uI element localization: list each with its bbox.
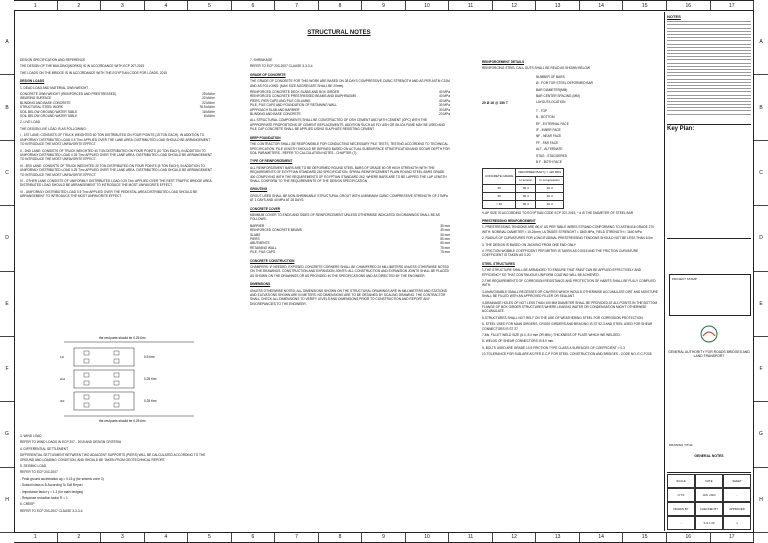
concrete-cover-list [250, 224, 450, 255]
callout-label: BAR DIAMETER(MM) [536, 87, 568, 92]
key-plan [667, 126, 751, 239]
authority-name: GENERAL AUTHORITY FOR ROADS BRIDGES AND LAND TRANSPORT [668, 350, 750, 358]
concrete-grade-heading: GRADE OF CONCRETE [250, 72, 286, 77]
layout-code: ALT - ALTERNATE [536, 147, 563, 152]
design-basis-heading: DESIGN SPECIFICATION AND REFERENCE [20, 58, 86, 62]
live-load-intro: THE DESIGN LIVE LOAD IS AS FOLLOWING: [20, 126, 87, 131]
construction-text: CHAMFERS: IF NEEDED, EXPOSED CONCRETE CORNERS SHALL BE CHAMFERED 20 MILLIMETERS UNLESS OTHERWISE NOTED ON THE DRAWINGS. CONSTRUCTION AND EXPANSION JOINTS: ALL CONSTRUCTION AND EXPANSION JOINTS SHALL BE PLACED AS SHOWN ON THE DRAWINGS OR AS PROVIDED IN THE SPECIFICATIONS AND AS DIRECTED BY THE ENGINEER. [250, 265, 449, 278]
title-block-cell: S.N.1.00 [695, 516, 723, 530]
note-line [667, 50, 751, 51]
prestressing-list [482, 225, 658, 257]
column-number: 5 [188, 1, 232, 11]
live-load-list [20, 133, 215, 198]
table-cell: 60 d [516, 184, 536, 192]
concrete-grade-row-label: REINFORCED CONCRETE PRESTRESSED BEAMS AND DIAPHRAGMS [250, 94, 357, 99]
table-cell: 40 d [536, 200, 564, 208]
steel-structures-item: 4-DRAINAGE HOLES OF NOT LESS THAN 100 MM DIAMETER SHALL BE PROVIDED AT ALL POINTS IN THE BOTTOM FLANGE OF BOX GIRDER STRUCTURES WHERE LEAKING WATER OR CONDENSATION MIGHT OTHERWISE ACCUMULATE. [482, 300, 658, 314]
concrete-cover-text: MINIMUM COVER TO ENDS AND SIDES OF REINFORCEMENT UNLESS OTHERWISE INDICATED ON DRAWINGS SHALL BE AS FOLLOWS: [250, 212, 440, 222]
note-line [667, 91, 751, 92]
concrete-cover-row-value: 30 mm [440, 228, 450, 233]
callout-code-box [482, 73, 532, 107]
shrinkage-text: REFER TO ECP 203-2007 CLAUSE 3-3-3-4 [250, 64, 313, 69]
column-number: 8 [319, 532, 363, 542]
seismic-heading: 5. SEISMIC LOAD [20, 464, 47, 469]
lap-note: *LAP SIZE IS ACCORDING TO EGYPTIAN CODE ECP 207-2015, * d IS THE DIAMETER OF STEEL BAR [482, 210, 634, 215]
note-line [667, 110, 751, 111]
title-block-grid [667, 474, 751, 530]
callout-label: BAR CENTER SPACING (MM) [536, 94, 580, 99]
seismic-list [20, 477, 215, 501]
seismic-item: - Peak ground acceleration ag = 0.15 g (for seismic zone 3) [20, 476, 104, 481]
row-letter: G [754, 402, 768, 467]
title-block-cell: JAN. 2023 [695, 488, 723, 502]
table-cell: 40 d [536, 192, 564, 200]
creep-heading: 6. CREEP [20, 502, 35, 507]
concrete-grade-row-value: 40 MPa [439, 90, 450, 95]
table-header-cell: CONCRETE GRADE [483, 168, 516, 184]
layout-code: EF - EXTERNAL FACE [536, 121, 569, 126]
wheel-load-point [84, 395, 89, 399]
prestressing-item: 2. RADIUS OF CURVATURES FOR LONGITUDINAL PRESTRESSING TENDONS SHOULD NOT BE LESS THAN 6.0m [482, 236, 653, 241]
note-line [667, 104, 751, 105]
stamp-label: PROJECT STAMP [672, 277, 697, 281]
concrete-grade-row-value: 40 MPa [439, 94, 450, 99]
note-line [667, 28, 751, 29]
lane-load-value: 0.25 t/m² [144, 399, 157, 403]
column-number: 4 [145, 1, 189, 11]
sheet-title: STRUCTURAL NOTES [307, 30, 371, 36]
concrete-cover-row-value: 75 mm [440, 245, 450, 250]
wheel-load-point [84, 403, 89, 407]
dead-load-row-label: SOIL BELOW GROUND WATER TABLE [20, 109, 78, 114]
title-block-cell: 1 [723, 516, 751, 530]
column-grid-bottom [14, 532, 754, 543]
concrete-grade-text: THE GRADE OF CONCRETE FOR THIS WORK ARE BASED ON 28 DAYS COMPRESSIVE CUBIC STRENGTH AND AS PER ASTM C31M AND AS FOLLOWS: (MAX SIZE AGGREGATE SHALL BE 20mm) [250, 79, 450, 88]
lane-load-value: 0.5 t/m² [144, 355, 155, 359]
concrete-grade-row-label: PILE, PILE CAPS AND FOUNDATION OF RETAINING WALL [250, 103, 338, 108]
dead-load-row-label: STRUCTURAL STEEL WORK [20, 105, 63, 110]
column-number: 12 [493, 1, 537, 11]
row-letter: A [0, 10, 14, 75]
column-number: 10 [406, 1, 450, 11]
title-block-cell: - [723, 488, 751, 502]
row-letter: H [0, 468, 14, 533]
shrinkage-heading: 7. SHRINKAGE [250, 58, 273, 62]
column-number: 15 [623, 532, 667, 542]
title-block [664, 12, 753, 531]
column-number: 14 [580, 532, 624, 542]
column-number: 6 [232, 532, 276, 542]
steel-structures-item: 3-UNAVOIDABLE SMALL RECESSES OR CAVITIES WHICH WOULD OTHERWISE ACCUMULATE DIRT AND MOISTURE SHALL BE FILLED WITH AN APPROVED FILLER OR SEALANT. [482, 289, 658, 299]
column-number: 6 [232, 1, 276, 11]
table-cell: > 40 [483, 200, 516, 208]
table-cell: 40 d [536, 184, 564, 192]
dead-load-row-label: SOIL BELOW GROUND WATER TABLE [20, 114, 78, 119]
lane-box [74, 392, 134, 410]
column-number: 3 [101, 532, 145, 542]
row-letter: C [754, 141, 768, 206]
lane-box [74, 348, 134, 366]
column-number: 8 [319, 1, 363, 11]
steel-structures-item: 1-THE STRUCTURE SHALL BE ARRANGED TO ENSURE THAT PAINT CAN BE APPLIED EFFECTIVELY AND EFFICIENCY SO THAT CONTINUOUS UNIFORM COATING WILL BE ACHIEVED. [482, 268, 642, 277]
steel-structures-item: 10-TOLERANCE FOR SUB-ARE AS PER E.C.P FOR STEEL CONSTRUCTION AND BRIDGES - CODE NO. E.C.P.205 [482, 352, 652, 357]
dead-load-row-value: 8 kN/m³ [203, 114, 215, 119]
dead-load-row-value: 18 kN/m³ [202, 109, 215, 114]
column-number: 1 [14, 1, 58, 11]
table-header-cell: In compression [536, 176, 564, 184]
concrete-grade-row-value: 30 MPa [439, 103, 450, 108]
note-line [667, 34, 751, 35]
drawing-title: GENERAL NOTES [694, 454, 724, 458]
note-line [667, 66, 751, 67]
key-plan-label: Key Plan: [667, 126, 695, 132]
column-number: 7 [275, 532, 319, 542]
grouting-text: GROUT USED SHALL BE NON-SHRINKABLE STRUCTURAL GROUT WITH A MINIMUM CUBIC COMPRESSIVE STRENGTH OF 27MPa AT 1 DAYS AND 40 MPa AT 28 DAYS. [250, 193, 448, 203]
callout-label: NUMBER OF BARS [536, 74, 565, 79]
dead-load-row-value: 78.5 kN/m³ [199, 105, 215, 110]
live-load-item: III - 3RD LANE: CONSISTS OF TRUCK WEIGHTED 20 TON DISTRIBUTED ON FOUR POINTS (5 TON EACH). IN ADDITION TO UNIFORMLY DISTRIBUTED LOAD 0.25 T/m² APPLIED OVER THE LANE AREA. DISTRIBUTED LOAD SHOULD BE ARRANGEMENT TO INTRODUCE THE MOST UNFAVORITE EFFECT. [20, 163, 212, 177]
wheel-load-point [114, 403, 119, 407]
row-letter: B [0, 75, 14, 140]
drawing-title-box [667, 442, 751, 473]
note-line [667, 82, 751, 83]
title-block-cell: DRAWN BY [667, 502, 695, 516]
concrete-cover-row-label: ABUTMENTS [250, 241, 270, 246]
note-line [667, 72, 751, 73]
note-line [667, 101, 751, 102]
steel-structures-item: 2-THE REQUIREMENTS OF CORROSION RESISTANCE AND PROTECTION OF HABITS SHALL BE FULLY COMPLIED WITH. [482, 278, 656, 288]
lane-load-value: 0.25 t/m² [144, 377, 157, 381]
lap-length-table [482, 168, 564, 209]
note-line [667, 63, 751, 64]
lane-label: 1st [60, 355, 65, 359]
column-number: 15 [623, 1, 667, 11]
note-line [667, 59, 751, 60]
table-cell: 60 d [516, 200, 536, 208]
table-cell: 60 d [516, 192, 536, 200]
concrete-cover-row-label: REINFORCED CONCRETE BEAMS [250, 228, 302, 233]
wind-load-text: REFER TO WIND LOADS IN ECP 207 - 2015 AND DESIGN CRITERIA [20, 440, 121, 445]
lane-load-sketch [54, 334, 204, 424]
sketch-top-label: the rest parts should be 0.25 t/m² [99, 336, 146, 340]
wheel-load-point [114, 381, 119, 385]
dimensions-text: UNLESS OTHERWISE NOTED, ALL DIMENSIONS SHOWN ON THE STRUCTURAL DRAWINGS ARE IN MILLIMETERS AND STATIONS AND ELEVATIONS SHOWN ARE IN METERS. NO DIMENSIONS ARE TO BE OBTAINED BY SCALING DRAWING. THE CONTRACTOR SHALL CHECK ALL DIMENSIONS TO VERIFY LEVELS AND DIMENSIONS PRIOR TO CONSTRUCTION AND REPORT ANY DISCREPANCIES TO THE ENGINEER. [250, 288, 447, 306]
title-block-cell: DATE [695, 474, 723, 488]
table-cell: 25 [483, 184, 516, 192]
note-line [667, 37, 751, 38]
concrete-cover-row-value: 50 mm [440, 237, 450, 241]
live-load-item: IV - OTHER LANE CONSISTS OF UNIFORMLY DISTRIBUTED LOAD 0.25 T/m² APPLIED OVER THE REST TRAFFIC BRIDGE AREA. DISTRIBUTED LOAD SHOULD BE ARRANGEMENT TO INTRODUCE THE MOST UNFAVORITE EFFECT. [20, 178, 213, 188]
prestressing-item: 1. PRESTRESSING TENDONS ARE Ø0.6" AS PER TABLE WIRES STRAND CONFORMING TO ASTM/416 GRADE 270 WITH: NOMINAL DIAMETER = 15.24mm, ULTIMATE STRENGHT = 1860 MPa, YIELD STRENGTH = 1640 MPa [482, 225, 654, 234]
authority-logo [685, 324, 733, 348]
wheel-load-point [114, 373, 119, 377]
concrete-grade-row-value: 20 MPa [439, 112, 450, 117]
concrete-grade-row-value: 40 MPa [439, 98, 450, 103]
concrete-cover-row-value: 30 mm [440, 232, 450, 237]
notes-column-1-lower [20, 432, 215, 515]
title-block-cell: - [667, 516, 695, 530]
wheel-load-point [84, 381, 89, 385]
row-letter: H [754, 468, 768, 533]
concrete-grade-row-label: REINFORCED CONCRETE DECK SLABS AND BOX GIRDER [250, 90, 340, 95]
concrete-cover-row-value: 30 mm [440, 223, 450, 228]
deep-foundation-heading: DEEP FOUNDATION [250, 135, 281, 140]
note-line [667, 98, 751, 99]
live-load-heading: 2. LIVE LOAD [20, 120, 41, 125]
column-number: 1 [14, 532, 58, 542]
note-line [667, 40, 751, 41]
title-block-cell: SHEET [723, 474, 751, 488]
note-line [667, 24, 751, 25]
creep-text: REFER TO ECP 203-2007 CLAUSE 3-3-3-4 [20, 508, 83, 513]
dead-load-row-label: CONCRETE OWN WEIGHT (REINFORCED AND PRESTRESSED) [20, 92, 117, 97]
seismic-item: - Importance factor γ = 1.3 (for main bridges) [20, 489, 84, 494]
callout-diagram [482, 73, 658, 107]
row-letter: E [0, 272, 14, 337]
concrete-cover-row-label: PILE, PILE CAPS [250, 250, 276, 255]
note-line [667, 79, 751, 80]
note-line [667, 107, 751, 108]
note-line [667, 56, 751, 57]
reinforcement-details-heading: REINFORCEMENT DETAILS [482, 60, 525, 64]
wheel-load-point [84, 359, 89, 363]
column-number: 12 [493, 532, 537, 542]
callout-code: 20 Ø 16 @ 150 T [482, 100, 508, 105]
seismic-item: - Response reduction factor R = 1 [20, 496, 68, 501]
prestressing-item: 3. THE DESIGN IS BASED ON JACKING FROM ONE END ONLY [482, 242, 576, 247]
row-grid-right [754, 10, 768, 533]
wheel-load-point [114, 351, 119, 355]
column-number: 17 [711, 1, 755, 11]
wheel-load-point [114, 359, 119, 363]
steel-structures-list [482, 268, 658, 357]
dimensions-heading: DIMENSIONS [250, 282, 271, 287]
reinforcement-details-text: REINFORCING STEEL CALL OUTS SHALL BE READ AS SHOWN BELOW [482, 66, 590, 71]
layout-code: STAG - STAGGERED [536, 153, 568, 158]
title-block-cell: SCALE [667, 474, 695, 488]
wind-load-heading: 3. WIND LOAD [20, 434, 42, 438]
project-stamp [669, 274, 751, 316]
note-line [667, 88, 751, 89]
sketch-bottom-label: the rest parts should be 0.25 t/m² [99, 419, 146, 423]
live-load-item: VI - UNIFORMLY DISTRIBUTED LOAD 0.5 T/m² APPLIED OVER THE PEDESTAL AREA DISTRIBUTED LOAD SHOULD BE ARRANGEMENT TO INTRODUCE THE MOST UNFAVORITE EFFECT. [20, 189, 198, 199]
callout-label: Ø - FOR TOR STEEL DEFORMED BAR [536, 81, 593, 86]
column-number: 16 [667, 532, 711, 542]
cement-text: ALL STRUCTURAL COMPONENTS SHALL BE CONSTRUCTED OF OSH CEMENT AND WITH CEMENT (OPC) WITH THE APPROPRIATE PROPORTIONS OF CEMENT REPLACEMENTS. ADDITION SUCH AS FLY ASH OR SILICA FUME MAY BE USED AND PILE CAP CONCRETE SHALL BE APPLIED USING SULPHATE RESISTING CEMENT. [250, 118, 445, 132]
note-line [667, 95, 751, 96]
column-number: 10 [406, 532, 450, 542]
notes-column-1 [20, 56, 215, 201]
concrete-cover-row-label: SLABS [250, 232, 261, 237]
notes-heading: NOTES [667, 14, 681, 19]
column-number: 13 [536, 1, 580, 11]
concrete-grade-row-label: BLINDING AND BASE CONCRETE [250, 112, 301, 117]
row-grid-left [0, 10, 14, 533]
dead-load-row-value: 22 kN/m³ [202, 96, 215, 101]
lane-label: 3rd [60, 399, 65, 403]
reinforcement-type-text: ALL REINFORCEMENT BARS ARE TO BE DEFORMED ROUND STEEL BARS OF GRADE 60 OR HIGH STRENGTH WITH THE REQUIREMENTS OF EGYPTIAN STANDARD 262 SPECIFICATION. SPIRAL REINFORCEMENT PLAIN ROUND STEEL BARS GRADE 400 COMPLYING WITH THE REQUIREMENTS OF EGYPTIAN STANDARD 262. WHERE BARS ARE TO BE LAPPED THE LAP LENGTH SHALL CONFORM TO THE REQUIREMENTS OF THE DESIGN SPECIFICATION. [250, 165, 447, 183]
live-load-item: I - 1ST LANE: CONSISTS OF TRUCK WEIGHTED 60 TON DISTRIBUTED ON FOUR POINTS (15 TON EACH). IN ADDITION TO UNIFORMLY DISTRIBUTED LOAD 0.5 T/m² APPLIED OVER THE LANE AREA. DISTRIBUTED LOAD SHOULD BE ARRANGEMENT TO INTRODUCE THE MOST UNFAVORITE EFFECT. [20, 133, 211, 147]
layout-code: IF - INNER FACE [536, 128, 561, 133]
drawing-area [16, 12, 662, 531]
column-number: 11 [449, 1, 493, 11]
column-number: 17 [711, 532, 755, 542]
note-line [667, 47, 751, 48]
note-line [667, 53, 751, 54]
lane-label: 2nd [60, 377, 66, 381]
steel-structures-item: 7-Ms. FILLET WELD SIZE (6.0, 8.0 mm OR MIN.) THICKNESS OF PLATE WHICH WE WELDED. [482, 333, 621, 338]
row-letter: G [0, 402, 14, 467]
concrete-cover-row [250, 250, 450, 254]
concrete-grade-row-value: 30 MPa [439, 107, 450, 112]
table-cell: 30 [483, 192, 516, 200]
column-number: 9 [362, 532, 406, 542]
row-letter: D [0, 206, 14, 271]
table-header-cell: In tension [516, 176, 536, 184]
wheel-load-point [114, 395, 119, 399]
note-line [667, 21, 751, 22]
steel-structures-item: 9- BOLTS USED ARE GRADE 10.9 FRICTION TYPE CLASS A SURFACES OF COEFFICIENT = 0.3 [482, 345, 625, 350]
construction-heading: CONCRETE CONSTRUCTION [250, 258, 295, 263]
note-line [667, 114, 751, 115]
concrete-cover-row-label: RETAINING WALL [250, 245, 277, 250]
dead-load-row-label: BLINDING AND BASE CONCRETE [20, 100, 71, 105]
settlement-text: DIFFERENTIAL SETTLEMENT BETWEEN TWO ADJACENT SUPPORTS (PIERS) WILL BE CALCULATED ACCORDING TO THE GROUND AND LOADING CONDITION, AND SHOULD BE TAKEN FROM GEOTECHNICAL REPORT. [20, 453, 206, 462]
wheel-load-point [84, 351, 89, 355]
concrete-grade-list [250, 90, 450, 116]
settlement-heading: 4. DIFFERENTIAL SETTLEMENT [20, 446, 69, 451]
layout-code-list [536, 109, 658, 165]
dead-load-row-label: WEARING SURFACE [20, 96, 52, 101]
column-number: 13 [536, 532, 580, 542]
layout-code: FF - FAR FACE [536, 140, 559, 145]
drawing-title-label: DRAWING TITLE: [669, 443, 694, 447]
note-line [667, 85, 751, 86]
column-number: 2 [58, 1, 102, 11]
column-number: 2 [58, 532, 102, 542]
dead-load-row [20, 114, 215, 118]
concrete-grade-row [250, 112, 450, 116]
row-letter: A [754, 10, 768, 75]
deep-foundation-text: THE CONTRACTOR SHALL BE RESPONSIBLE FOR CONDUCTING NECESSARY PILE TESTS, TESTING ACCORDING TO TECHNICAL SPECIFICATION. PILE LENGTH SHOULD BE DEFINED BASED ON ACTUAL SUBSURFACE STRATIFICATION AND SCOUR DEPTH FOR SOIL PARAMETERS - REFER TO CALCULATION NOTES - CHAPTER (7). [250, 142, 450, 155]
steel-structures-item: 6- STEEL USED FOR MAIN GIRDERS, CROSS GIRDERS AND BRACING IS ST 52-3 AND STEEL USED FOR SHEAR CONNECTORS IS ST 37 [482, 322, 653, 331]
column-number: 16 [667, 1, 711, 11]
table-header-cell: DEFORMED BAR fy = 420 MPa [516, 168, 564, 176]
dead-load-row-value: 25 kN/m³ [202, 92, 215, 97]
column-number: 5 [188, 532, 232, 542]
title-block-cell: CHECKED BY [695, 502, 723, 516]
row-letter: B [754, 75, 768, 140]
seismic-ref: REFER TO ECP 203-2007 [20, 470, 58, 475]
design-loads-heading: DESIGN LOADS [20, 79, 45, 84]
design-basis-text: THE DESIGN OF THE BUILDING(WORKS) IS IN ACCORDANCE WITH ECP 207-2015 [20, 64, 145, 69]
grouting-heading: GROUTING [250, 187, 268, 192]
dead-load-row-value: 22 kN/m³ [202, 100, 215, 105]
concrete-grade-row-label: APPROACH SLAB AND BARRIER [250, 107, 300, 112]
reinforcement-type-heading: TYPE OF REINFORCEMENT [250, 159, 293, 164]
concrete-cover-row-label: BARRIER [250, 223, 265, 228]
dead-load-heading: 1. DEAD LOAD AND MATERIAL OWN WEIGHT [20, 85, 89, 90]
layout-code: B - BOTTOM [536, 115, 555, 120]
row-letter: C [0, 141, 14, 206]
design-basis-text: THE LOADS ON THE BRIDGE IS IN ACCORDANCE WITH THE EGYPTIAN CODE FOR LOADS, 2015 [20, 70, 167, 75]
note-line [667, 44, 751, 45]
callout-label: LAYOUT/LOCATION [536, 100, 566, 105]
layout-code: B.F - BOTH FACE [536, 160, 562, 165]
title-block-cell: APPROVED [723, 502, 751, 516]
notes-column-2 [250, 56, 450, 308]
note-line [667, 31, 751, 32]
notes-column-3 [482, 56, 658, 359]
column-number: 3 [101, 1, 145, 11]
dead-load-list [20, 92, 215, 118]
callout-labels [536, 73, 658, 107]
seismic-item: - Subsoil class is B According To Soil Report [20, 483, 83, 488]
lane-box [74, 370, 134, 388]
layout-code: NF - NEAR FACE [536, 134, 562, 139]
title-block-cell: N.T.S [667, 488, 695, 502]
steel-structures-item: 5-STRUCTURES SHALL NOT RELY ON THE USE OF WEATHERING STEEL FOR CORROSION PROTECTION. [482, 315, 644, 320]
title-block-notes [667, 14, 751, 125]
column-number: 14 [580, 1, 624, 11]
concrete-grade-row-label: PIERS, PIER CAPS AND PILE COLUMNS [250, 98, 311, 103]
steel-structures-heading: STEEL STRUCTURES [482, 261, 515, 266]
note-line [667, 69, 751, 70]
concrete-cover-row-label: PIERS [250, 237, 260, 241]
row-letter: D [754, 206, 768, 271]
concrete-cover-row-value: 75 mm [440, 250, 450, 255]
column-number: 11 [449, 532, 493, 542]
layout-code: T - TOP [536, 108, 548, 113]
steel-structures-item: 8- WELDS OF SHEAR CONNECTORS IS 8.0 mm. [482, 339, 555, 344]
row-letter: F [754, 337, 768, 402]
column-number: 4 [145, 532, 189, 542]
note-line [667, 75, 751, 76]
wheel-load-point [84, 373, 89, 377]
prestressing-item: 4. FRICTION WOBBLE COEFFICIENT PER METER IS TAKEN AS 0.0015 AND THE FRICTION CURVATURE COEFFICIENT IS TAKEN AS 0.20. [482, 248, 639, 258]
concrete-cover-heading: CONCRETE COVER [250, 206, 281, 211]
concrete-cover-row-value: 50 mm [440, 241, 450, 246]
column-number: 7 [275, 1, 319, 11]
row-letter: F [0, 337, 14, 402]
column-number: 9 [362, 1, 406, 11]
prestressing-heading: PRESTRESSING REINFORCEMENT [482, 218, 536, 223]
row-letter: E [754, 272, 768, 337]
live-load-item: II - 2ND LANE: CONSISTS OF TRUCK WEIGHTED 40 TON DISTRIBUTED ON FOUR POINTS (10 TON EACH). IN ADDITION TO UNIFORMLY DISTRIBUTED LOAD 0.25 T/m² APPLIED OVER THE LANE AREA. DISTRIBUTED LOAD SHOULD BE ARRANGEMENT TO INTRODUCE THE MOST UNFAVORITE EFFECT. [20, 148, 212, 162]
